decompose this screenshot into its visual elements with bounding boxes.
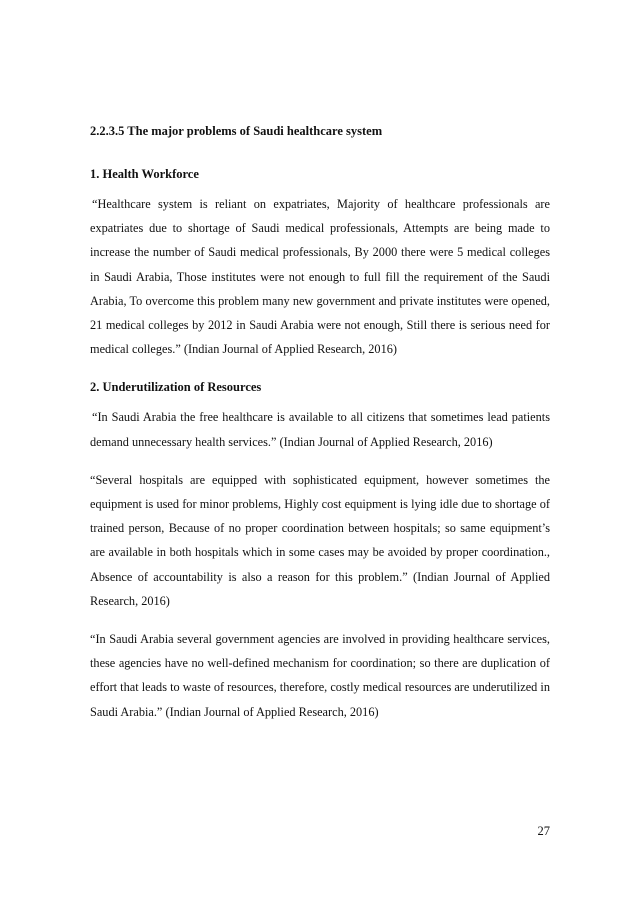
spacer	[90, 613, 550, 627]
section-title: 2.2.3.5 The major problems of Saudi healthcare system	[90, 124, 383, 138]
page-content	[90, 123, 550, 724]
subsection-heading: 2. Underutilization of Resources	[90, 380, 262, 395]
paragraph: “Several hospitals are equipped with sophisticated equipment, however sometimes the equipment is used for minor problems, Highly cost equipment is lying idle due to shortage of trained person, Because of no proper coordination between hospitals; so same equipment’s are available in both hospitals which in some cases may be avoided by proper coordination., Absence of accountability is also a reason for this problem.” (Indian Journal of Applied Research, 2016)	[90, 472, 550, 608]
spacer	[90, 361, 550, 379]
paragraph: “Healthcare system is reliant on expatriates, Majority of healthcare professionals are expatriates due to shortage of Saudi medical professionals, Attempts are being made to increase the number of Saudi medical professionals, By 2000 there were 5 medical colleges in Saudi Arabia, Those institutes were not enough to full fill the requirement of the Saudi Arabia, To overcome this problem many new government and private institutes were opened, 21 medical colleges by 2012 in Saudi Arabia were not enough, Still there is serious need for medical colleges.” (Indian Journal of Applied Research, 2016)	[90, 197, 550, 357]
subsection-underutilization	[90, 379, 550, 723]
subsection-health-workforce	[90, 166, 550, 361]
subsection-heading: 1. Health Workforce	[90, 167, 199, 181]
spacer	[90, 454, 550, 468]
paragraph: “In Saudi Arabia several government agencies are involved in providing healthcare services, these agencies have no well-defined mechanism for coordination; so there are duplication of effort that leads to waste of resources, therefore, costly medical resources are underutilized in Saudi Arabia.” (Indian Journal of Applied Research, 2016)	[90, 632, 550, 719]
paragraph: “In Saudi Arabia the free healthcare is available to all citizens that sometimes lead patients demand unnecessary health services.” (Indian Journal of Applied Research, 2016)	[90, 410, 550, 449]
page-number: 27	[537, 824, 550, 838]
